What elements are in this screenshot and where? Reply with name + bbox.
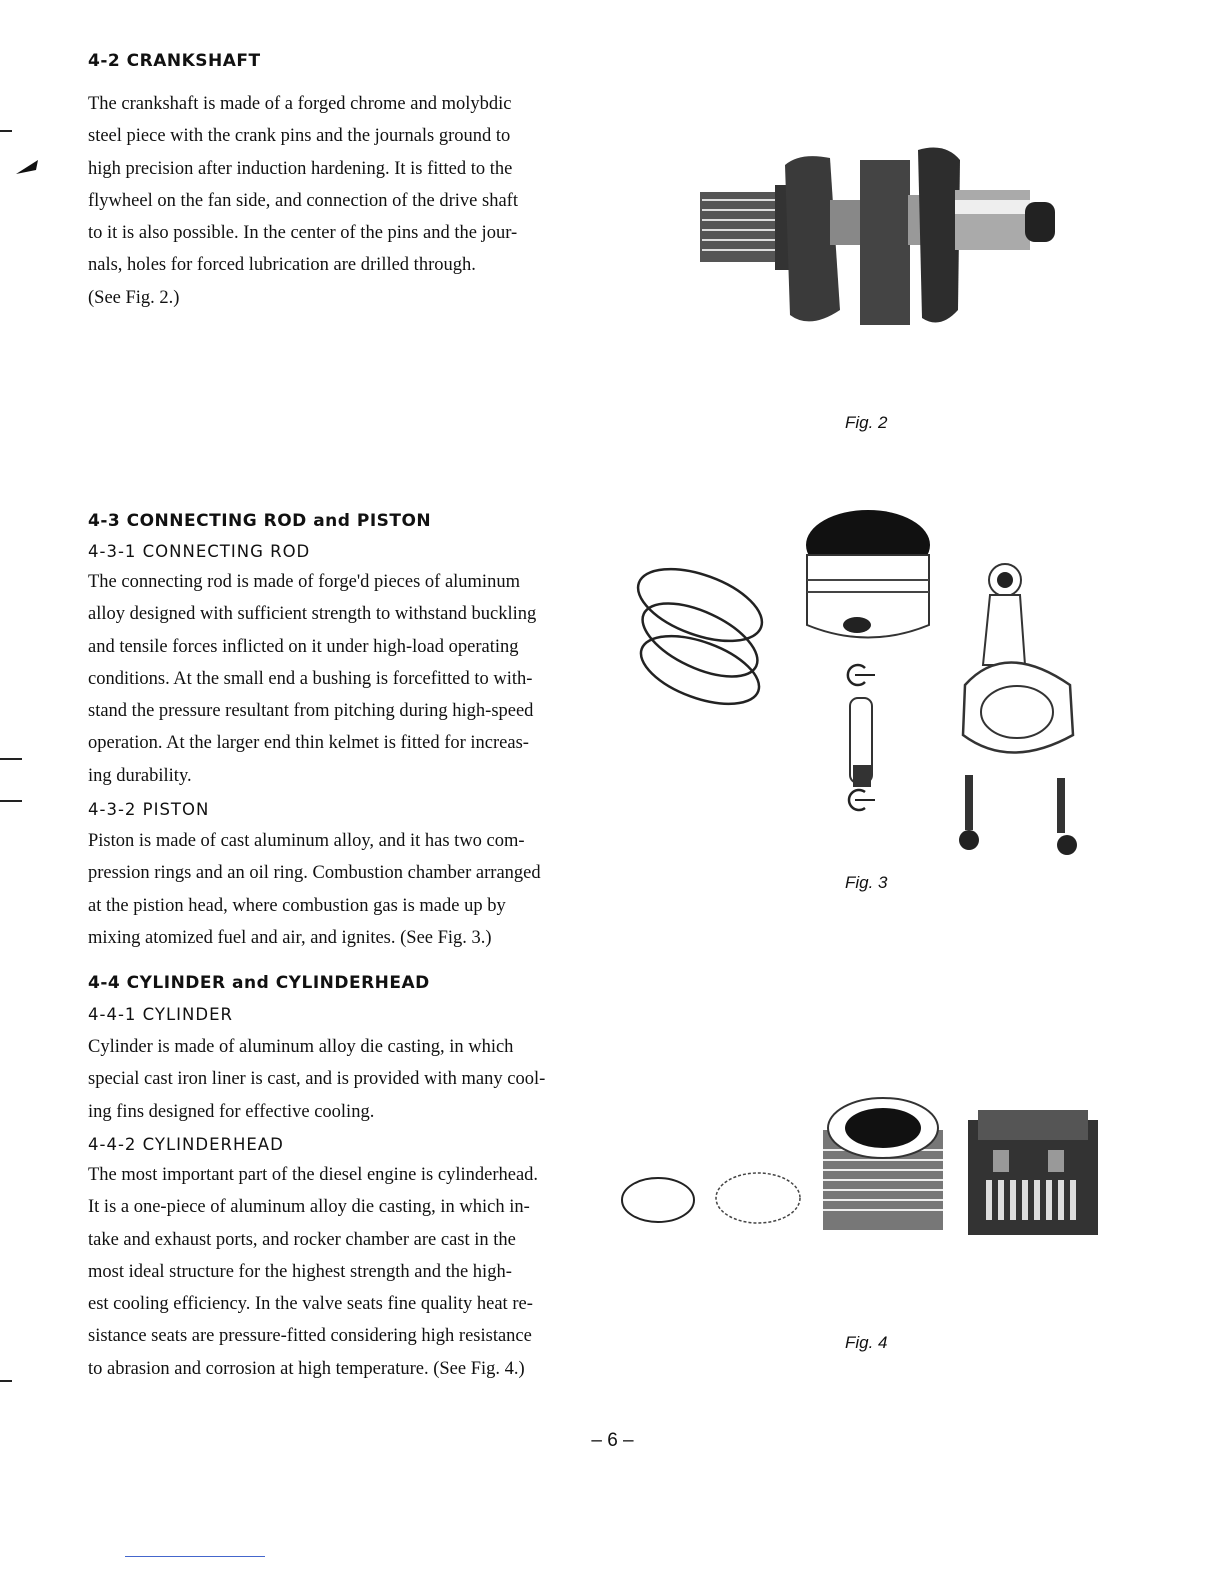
scan-mark: [16, 160, 38, 178]
fig-4-caption: Fig. 4: [845, 1333, 888, 1352]
connecting-rod-paragraph: The connecting rod is made of forge'd pieces of aluminum alloy designed with sufficient strength to withstand buckling and tensile forces inflicted on it under high-load operating conditions. At the small end a bushing is forcefitted to with- stand the pressure resultant from pitching during high-speed operation. At the larger end thin kelmet is fitted for increas- ing durability.: [88, 572, 537, 786]
fig-2-caption: Fig. 2: [845, 413, 888, 432]
fig-3-caption: Fig. 3: [845, 873, 888, 892]
scan-mark: [125, 1556, 265, 1557]
section-heading-connecting-rod-piston: 4-3 CONNECTING ROD and PISTON: [88, 511, 432, 531]
crankshaft-paragraph: The crankshaft is made of a forged chrome and molybdic steel piece with the crank pins and the journals ground to high precision after induction hardening. It is fitted to the flywheel on the fan side, and connection of the drive shaft to it is also possible. In the center of the pins and the jour- nals, holes for forced lubrication are drilled through. (See Fig. 2.): [88, 94, 518, 308]
section-heading-cylinder-cylinderhead: 4-4 CYLINDER and CYLINDERHEAD: [88, 973, 430, 993]
subheading-cylinderhead: 4-4-2 CYLINDERHEAD: [88, 1135, 284, 1154]
scan-mark: [0, 130, 12, 132]
section-heading-crankshaft: 4-2 CRANKSHAFT: [88, 51, 261, 71]
subheading-piston: 4-3-2 PISTON: [88, 800, 210, 819]
subheading-connecting-rod: 4-3-1 CONNECTING ROD: [88, 542, 311, 561]
scan-mark: [0, 758, 22, 760]
scan-mark: [0, 1380, 12, 1382]
scan-mark: [0, 800, 22, 802]
page-number: – 6 –: [591, 1430, 634, 1451]
piston-paragraph: Piston is made of cast aluminum alloy, and it has two com- pression rings and an oil ring. Combustion chamber arranged at the pistion head, where combustion gas is made up by mixing atomized fuel and air, and ignites. (See Fig. 3.): [88, 831, 541, 948]
cylinder-and-cylinderhead-figure: [618, 1090, 1118, 1250]
subheading-cylinder: 4-4-1 CYLINDER: [88, 1005, 233, 1024]
cylinder-paragraph: Cylinder is made of aluminum alloy die casting, in which special cast iron liner is cast, and is provided with many cool- ing fins designed for effective cooling.: [88, 1037, 546, 1122]
piston-and-connecting-rod-figure: [625, 500, 1095, 870]
cylinderhead-paragraph: The most important part of the diesel engine is cylinderhead. It is a one-piece of aluminum alloy die casting, in which in- take and exhaust ports, and rocker chamber are cast in the most ideal structure for the highest strength and the high- est cooling efficiency. In the valve seats fine quality heat re- sistance seats are pressure-fitted considering high resistance to abrasion and corrosion at high temperature. (See Fig. 4.): [88, 1165, 539, 1379]
crankshaft-figure: [690, 140, 1070, 335]
